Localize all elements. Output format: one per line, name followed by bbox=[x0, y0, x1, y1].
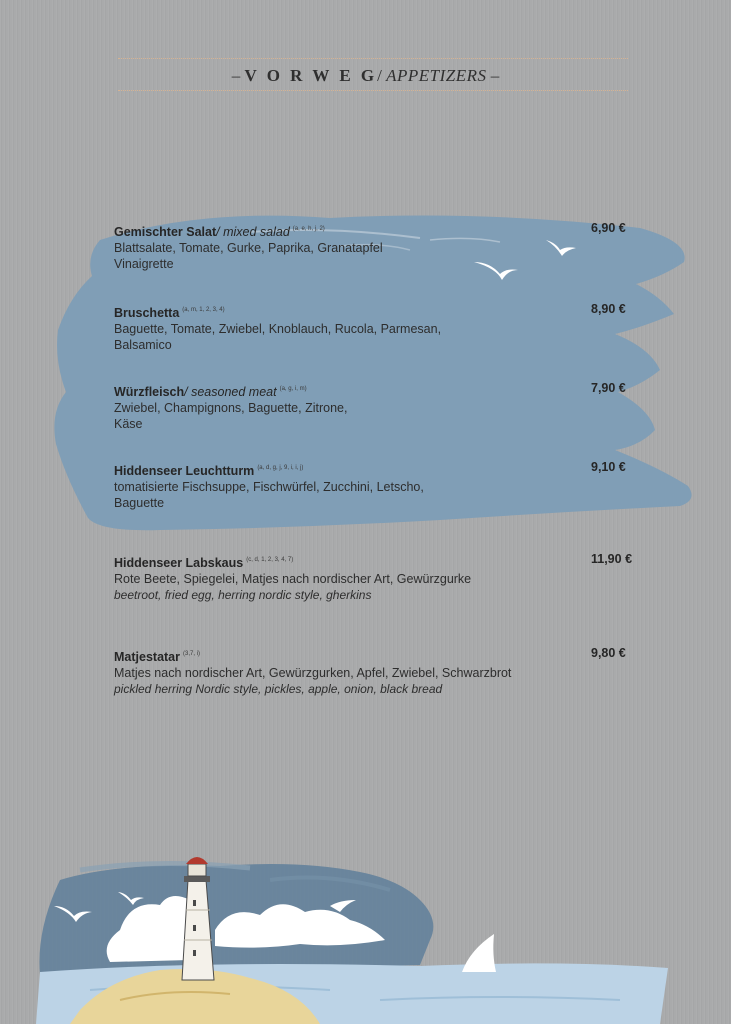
title-dash-left: – bbox=[231, 66, 241, 85]
item-allergens: (a, d, g, j, 9, i, i, j) bbox=[257, 465, 304, 471]
item-description: Rote Beete, Spiegelei, Matjes nach nordischer Art, Gewürzgurke bbox=[114, 572, 472, 586]
item-translation: beetroot, fried egg, herring nordic style, gherkins bbox=[114, 588, 372, 602]
title-english: APPETIZERS bbox=[386, 66, 487, 85]
title-dash-right: – bbox=[490, 66, 500, 85]
title-german: V O R W E G bbox=[244, 66, 378, 85]
item-name-en: / mixed salad bbox=[216, 225, 290, 239]
item-price: 8,90 € bbox=[591, 302, 626, 316]
item-name-de: Bruschetta bbox=[114, 306, 180, 320]
item-name-de: Matjestatar bbox=[114, 650, 180, 664]
item-name-de: Hiddenseer Labskaus bbox=[114, 556, 244, 570]
item-allergens: (3,7, i) bbox=[183, 651, 201, 657]
item-description: Baguette, Tomate, Zwiebel, Knoblauch, Rucola, Parmesan, Balsamico bbox=[114, 322, 442, 352]
item-translation: pickled herring Nordic style, pickles, apple, onion, black bread bbox=[114, 682, 443, 696]
item-description: tomatisierte Fischsuppe, Fischwürfel, Zucchini, Letscho, Baguette bbox=[114, 480, 424, 510]
item-description: Matjes nach nordischer Art, Gewürzgurken, Apfel, Zwiebel, Schwarzbrot bbox=[114, 666, 512, 680]
item-description: Blattsalate, Tomate, Gurke, Paprika, Granatapfel Vinaigrette bbox=[114, 241, 383, 271]
item-name-de: Würzfleisch bbox=[114, 385, 185, 399]
item-allergens: (a, e, h, j, 2) bbox=[292, 226, 325, 232]
item-price: 6,90 € bbox=[591, 221, 626, 235]
item-allergens: (a, g, i, m) bbox=[279, 386, 307, 392]
sailboat-icon bbox=[462, 934, 496, 972]
item-name-de: Gemischter Salat bbox=[114, 225, 217, 239]
item-name-en: / seasoned meat bbox=[184, 385, 277, 399]
item-price: 9,10 € bbox=[591, 460, 626, 474]
item-price: 7,90 € bbox=[591, 381, 626, 395]
item-name-de: Hiddenseer Leuchtturm bbox=[114, 464, 255, 478]
item-price: 11,90 € bbox=[591, 552, 633, 566]
title-slash: / bbox=[377, 66, 382, 85]
item-description: Zwiebel, Champignons, Baguette, Zitrone, Käse bbox=[114, 401, 348, 431]
item-allergens: (c, d, 1, 2, 3, 4, 7) bbox=[246, 557, 294, 563]
item-price: 9,80 € bbox=[591, 646, 626, 660]
item-allergens: (a, m, 1, 2, 3, 4) bbox=[182, 307, 225, 313]
